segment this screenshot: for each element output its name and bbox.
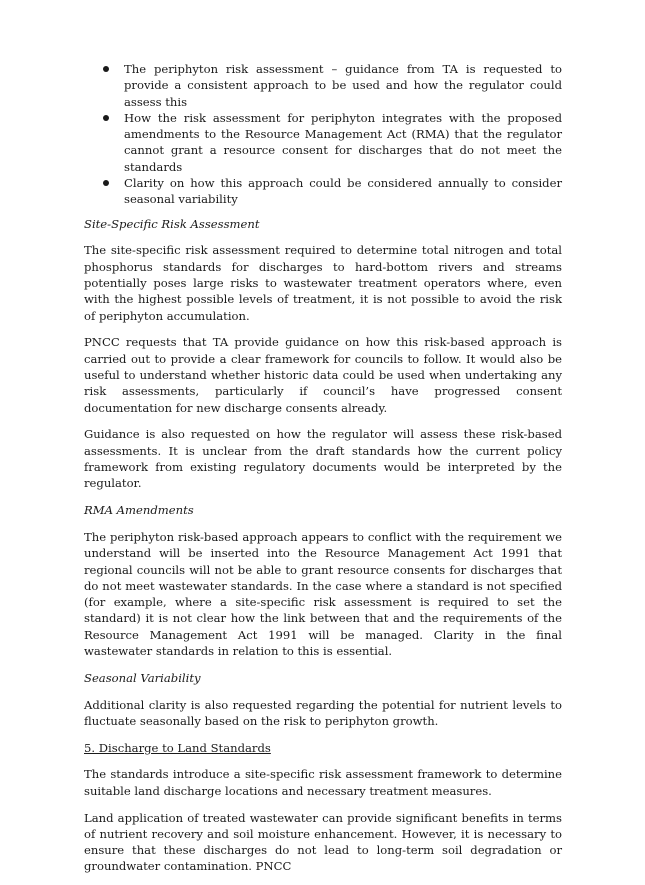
bullet-icon: [103, 66, 109, 72]
paragraph: The standards introduce a site-specific risk assessment framework to determine suitable land discharge locations and necessary treatment measures.: [84, 767, 562, 798]
paragraph: Additional clarity is also requested regarding the potential for nutrient levels to fluctuate seasonally based on the risk to periphyton growth.: [84, 697, 562, 728]
bullet-icon: [103, 180, 109, 186]
list-item: How the risk assessment for periphyton integrates with the proposed amendments to the Resource Management Act (RMA) that the regulator cannot grant a resource consent for discharges that do not meet the standards: [84, 110, 562, 175]
paragraph: The site-specific risk assessment required to determine total nitrogen and total phosphorus standards for discharges to hard-bottom rivers and streams potentially poses large risks to wastewater treatment operators where, even with the highest possible levels of treatment, it is not possible to avoid the risk of periphyton accumulation.: [84, 243, 562, 323]
paragraph: PNCC requests that TA provide guidance on how this risk-based approach is carried out to provide a clear framework for councils to follow. It would also be useful to understand whether historic data could be used when undertaking any risk assessments, particularly if council’s have progressed consent documentation for new discharge consents already.: [84, 335, 562, 415]
list-item: The periphyton risk assessment – guidance from TA is requested to provide a consistent approach to be used and how the regulator could assess this: [84, 61, 562, 110]
section-heading-seasonal: Seasonal Variability: [84, 670, 201, 685]
section-heading-land: 5. Discharge to Land Standards: [84, 740, 271, 755]
section-heading-rma: RMA Amendments: [84, 503, 194, 518]
list-item: Clarity on how this approach could be considered annually to consider seasonal variability: [84, 175, 562, 208]
bullet-icon: [103, 115, 109, 121]
paragraph: Guidance is also requested on how the regulator will assess these risk-based assessments. It is unclear from the draft standards how the current policy framework from existing regulatory documents would be interpreted by the regulator.: [84, 427, 562, 491]
paragraph: The periphyton risk-based approach appears to conflict with the requirement we understand will be inserted into the Resource Management Act 1991 that regional councils will not be able to grant resource consents for discharges that do not meet wastewater standards. In the case where a standard is not specified (for example, where a site-specific risk assessment is required to set the standard) it is not clear how the link between that and the requirements of the Resource Management Act 1991 will be managed. Clarity in the final wastewater standards in relation to this is essential.: [84, 529, 562, 658]
paragraph: Land application of treated wastewater can provide significant benefits in terms of nutrient recovery and soil moisture enhancement. However, it is necessary to ensure that these discharges do not lead to long-term soil degradation or groundwater contamination. PNCC: [84, 810, 562, 874]
section-heading-site-specific: Site-Specific Risk Assessment: [84, 216, 260, 231]
bullet-list: [84, 61, 562, 208]
document-page: [84, 61, 562, 885]
